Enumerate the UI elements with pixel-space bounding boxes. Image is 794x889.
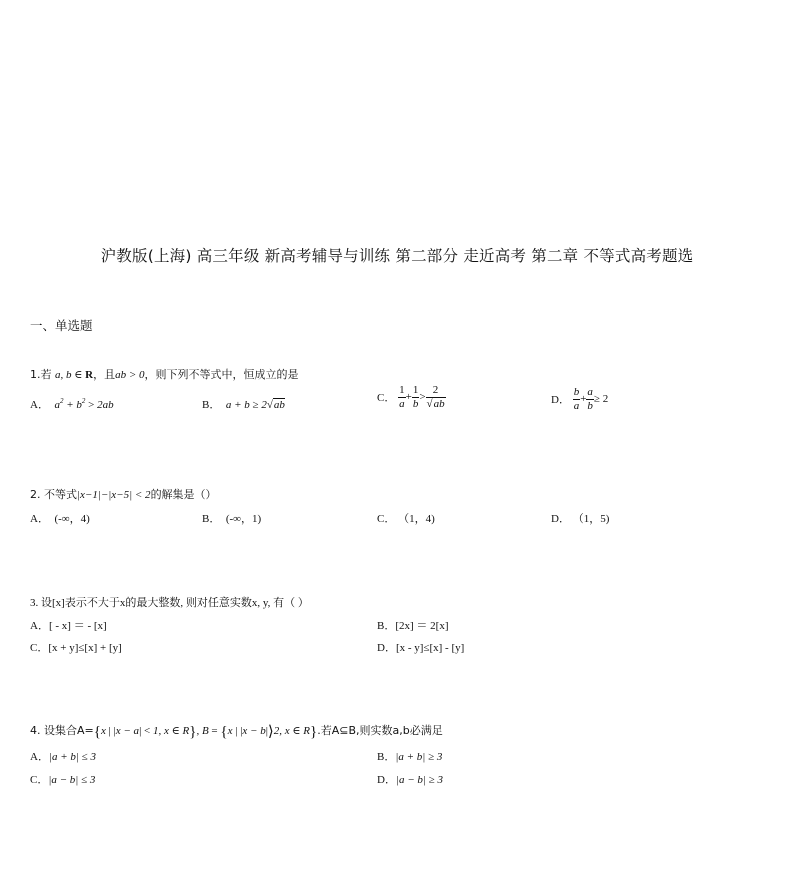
- section-heading: 一、单选题: [30, 318, 93, 333]
- option-text: [x + y]≤[x] + [y]: [48, 642, 122, 654]
- question-text: 设集合A=: [44, 724, 94, 737]
- fraction: $\frac{b}{a}$: [573, 386, 580, 412]
- option-label: B．: [202, 399, 221, 411]
- option-a[interactable]: [30, 510, 90, 526]
- question-4-stem: [30, 722, 443, 741]
- option-text: (-∞，1): [225, 513, 262, 525]
- option-b[interactable]: [202, 396, 285, 412]
- option-a[interactable]: [30, 748, 96, 764]
- option-text: （1，4): [398, 513, 435, 525]
- fraction: $\frac{2}{√ab}$: [426, 384, 445, 410]
- fraction: $\frac{1}{b}$: [412, 384, 419, 410]
- page-title: 沪教版(上海) 高三年级 新高考辅导与训练 第二部分 走近高考 第二章 不等式高考题选: [100, 247, 694, 265]
- option-b[interactable]: [377, 748, 442, 764]
- option-c[interactable]: [30, 639, 122, 655]
- option-label: A．: [30, 399, 49, 411]
- option-a[interactable]: [30, 396, 114, 412]
- question-text: ，则下列不等式中，恒成立的是: [144, 368, 299, 381]
- option-label: B．: [377, 620, 396, 632]
- question-text: 不等式: [44, 488, 77, 501]
- option-formula: $a^2 + b^2 > 2ab$: [51, 397, 114, 411]
- option-formula: |a − b| ≤ 3: [48, 774, 96, 786]
- option-label: C．: [377, 392, 396, 405]
- option-c[interactable]: [377, 510, 435, 526]
- option-text: （1，5): [572, 513, 610, 525]
- question-3-stem: 3. 设[x]表示不大于x的最大整数, 则对任意实数x, y, 有（ ）: [30, 597, 309, 609]
- fraction: $\frac{a}{b}$: [587, 386, 593, 412]
- question-text: 的解集是（）: [150, 488, 217, 501]
- option-c[interactable]: [30, 771, 95, 787]
- question-2-stem: [30, 486, 217, 502]
- option-d[interactable]: [377, 771, 443, 787]
- option-text: [ - x] ＝ - [x]: [48, 620, 107, 632]
- option-text: [2x] ＝ 2[x]: [395, 620, 449, 632]
- option-b[interactable]: [377, 617, 449, 633]
- option-label: D．: [551, 394, 570, 407]
- question-1-stem: [30, 366, 299, 382]
- fraction: $\frac{1}{a}$: [399, 384, 405, 410]
- option-label: C．: [377, 513, 396, 525]
- option-a[interactable]: [30, 617, 107, 633]
- option-label: B．: [377, 751, 396, 763]
- condition-formula: a, b ∈ R: [55, 369, 94, 381]
- option-label: A．: [30, 751, 49, 763]
- option-formula: a + b ≥ 2√ab: [223, 399, 285, 411]
- question-number: 2.: [30, 488, 41, 501]
- option-text: [x - y]≤[x] - [y]: [395, 642, 465, 654]
- question-text: ，且: [93, 368, 116, 381]
- option-label: D．: [377, 774, 396, 786]
- set-formula: {x | |x − a| < 1, x ∈ R}, B = {x | |x − b|⟩2, x ∈ R}: [93, 724, 318, 740]
- option-label: B．: [202, 513, 221, 525]
- option-d[interactable]: D． $\frac{b}{a}$ + $\frac{a}{b}$ ≥ 2: [551, 386, 609, 412]
- question-text: 若: [40, 368, 52, 381]
- option-label: D．: [377, 642, 396, 654]
- option-label: D．: [551, 513, 570, 525]
- option-formula: |a + b| ≥ 3: [395, 751, 443, 763]
- option-label: A．: [30, 513, 49, 525]
- question-number: 4.: [30, 724, 41, 737]
- inequality-formula: |x−1|−|x−5| < 2: [77, 489, 151, 501]
- question-number: 1.: [30, 368, 41, 381]
- option-label: A．: [30, 620, 49, 632]
- option-b[interactable]: [202, 510, 261, 526]
- option-formula: |a + b| ≤ 3: [48, 751, 96, 763]
- option-label: C．: [30, 774, 49, 786]
- question-text: .若A⊆B,则实数a,b必满足: [317, 724, 443, 737]
- option-c[interactable]: C． $\frac{1}{a}$ + $\frac{1}{b}$ > $\frac{2}{√ab}$: [377, 384, 445, 410]
- condition-formula: ab > 0: [115, 369, 145, 381]
- option-d[interactable]: [377, 639, 464, 655]
- option-label: C．: [30, 642, 49, 654]
- option-formula: |a − b| ≥ 3: [395, 774, 443, 786]
- option-text: (-∞，4): [54, 513, 90, 525]
- option-d[interactable]: [551, 510, 609, 526]
